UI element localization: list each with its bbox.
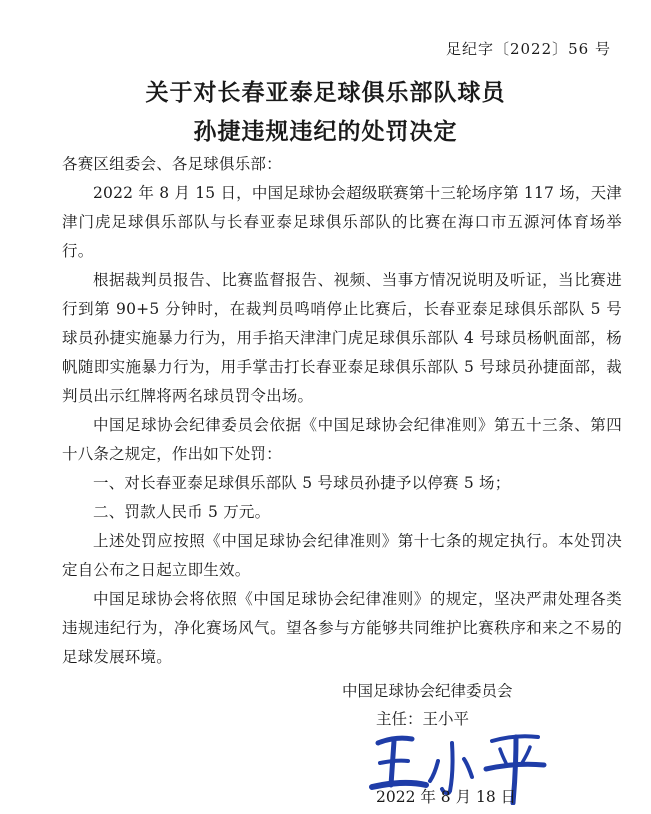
document-title-line-2: 孙捷违规违纪的处罚决定 [193, 119, 458, 145]
paragraph-closing: 中国足球协会将依照《中国足球协会纪律准则》的规定，坚决严肃处理各类违规违纪行为，净化赛场风气。望各参与方能够共同维护比赛秩序和来之不易的足球发展环境。 [62, 590, 622, 666]
issuer-name: 中国足球协会纪律委员会 [342, 682, 513, 700]
paragraph-execution: 上述处罚应按照《中国足球协会纪律准则》第十七条的规定执行。本处罚决定自公布之日起立即生效。 [62, 532, 622, 579]
document-title-line-1: 关于对长春亚泰足球俱乐部队球员 [145, 80, 506, 106]
paragraph-match-info: 2022 年 8 月 15 日，中国足球协会超级联赛第十三轮场序第 117 场，天津津门虎足球俱乐部队与长春亚泰足球俱乐部队的比赛在海口市五源河体育场举行。 [62, 184, 623, 260]
issue-date: 2022 年 8 月 18 日 [376, 788, 517, 806]
document-body [62, 150, 622, 672]
salutation: 各赛区组委会、各足球俱乐部： [62, 155, 282, 173]
paragraph-incident: 根据裁判员报告、比赛监督报告、视频、当事方情况说明及听证，当比赛进行到第 90+5 分钟时，在裁判员鸣哨停止比赛后，长春亚泰足球俱乐部队 5 号球员孙捷实施暴力行为，用手掐天津津门虎足球俱乐部队 4 号球员杨帆面部，杨帆随即实施暴力行为，用手掌击打长春亚泰足球俱乐部队 5 号球员孙捷面部，裁判员出示红牌将两名球员罚令出场。 [62, 271, 622, 405]
paragraph-basis: 中国足球协会纪律委员会依据《中国足球协会纪律准则》第五十三条、第四十八条之规定，作出如下处罚： [62, 416, 622, 463]
document-number: 足纪字〔2022〕56 号 [445, 40, 611, 58]
penalty-item-1: 一、对长春亚泰足球俱乐部队 5 号球员孙捷予以停赛 5 场； [93, 474, 511, 492]
penalty-item-2: 二、罚款人民币 5 万元。 [93, 503, 271, 521]
director-line: 主任：王小平 [376, 710, 470, 728]
